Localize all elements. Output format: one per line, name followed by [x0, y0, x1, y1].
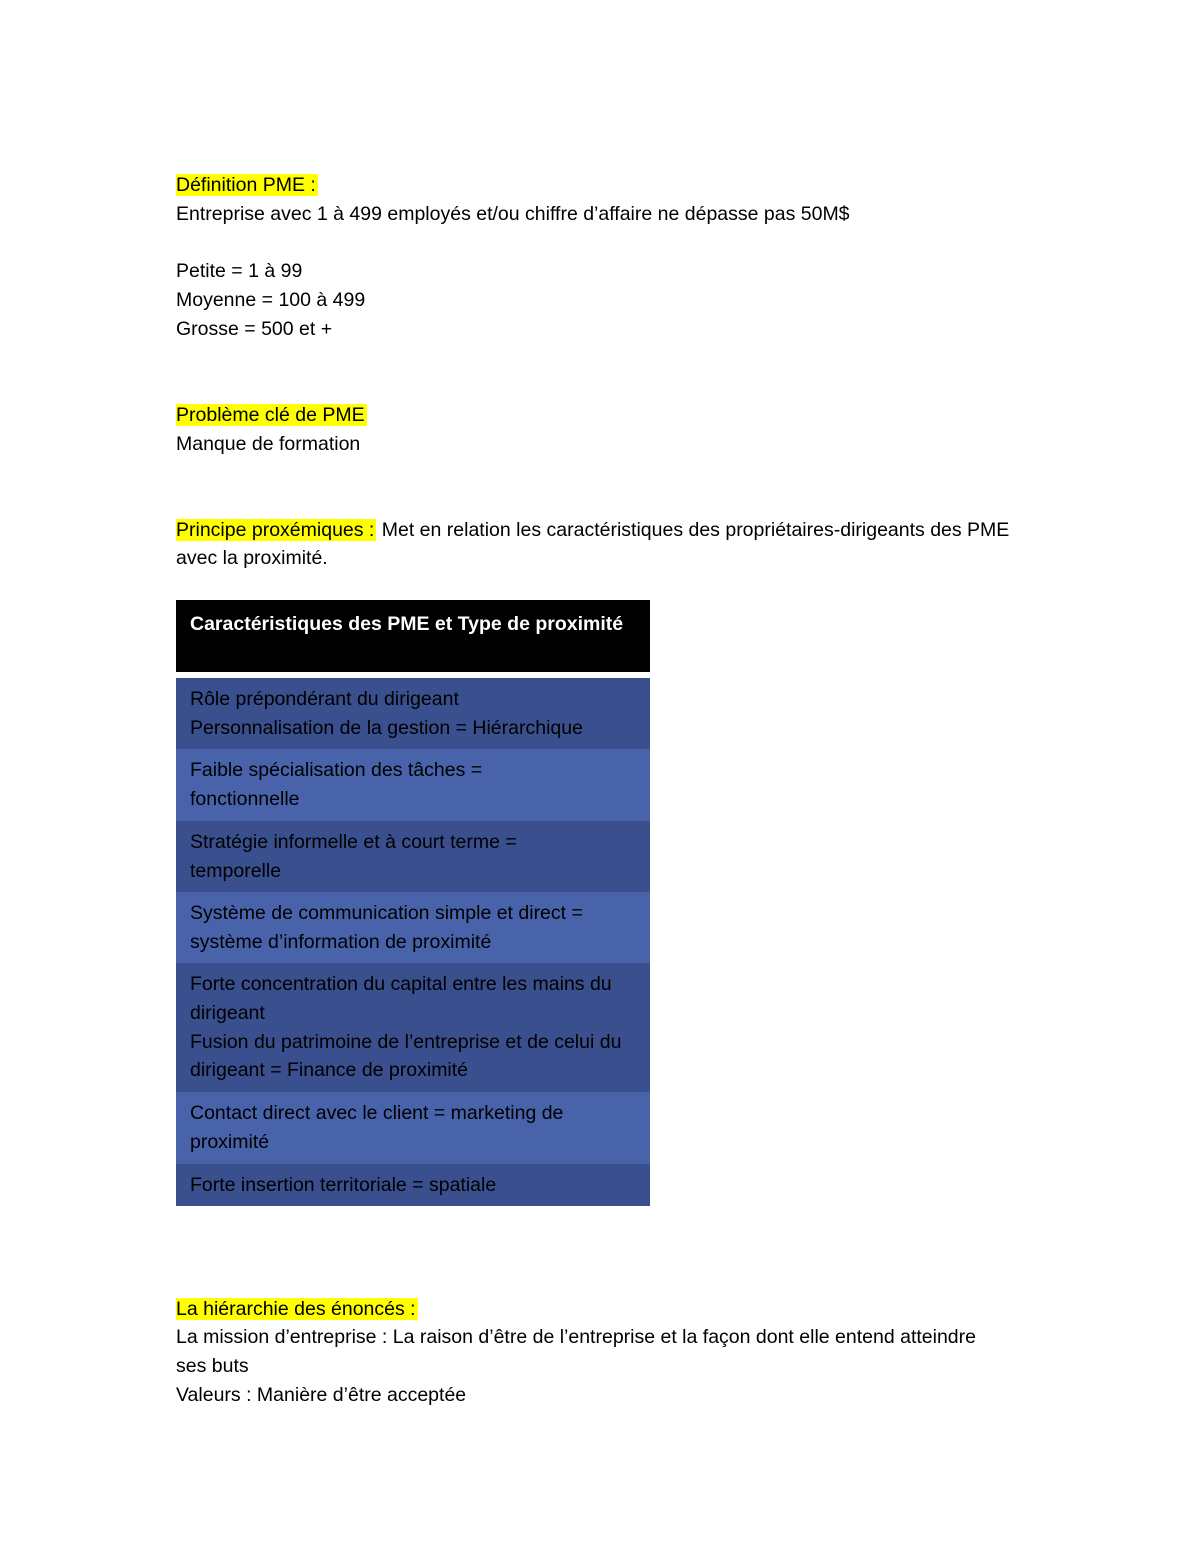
heading-hierarchie-enonces [176, 1266, 1036, 1323]
highlighted-heading: La hiérarchie des énoncés : [176, 1297, 416, 1320]
table-cell: Faible spécialisation des tâches = fonctionnelle [190, 759, 483, 810]
heading-definition-pme [176, 142, 1036, 199]
principe-proxemiques-paragraph [176, 487, 1026, 573]
table-cell: Contact direct avec le client = marketing de proximité [190, 1102, 564, 1153]
valeurs-text: Valeurs : Manière d’être acceptée [176, 1384, 467, 1406]
table-row [176, 1092, 650, 1164]
highlighted-heading: Principe proxémiques : [176, 518, 375, 541]
size-petite: Petite = 1 à 99 [176, 260, 303, 282]
table-row [176, 821, 650, 892]
pme-definition-text: Entreprise avec 1 à 499 employés et/ou chiffre d’affaire ne dépasse pas 50M$ [176, 203, 850, 225]
table-row [176, 678, 650, 749]
table-cell: Système de communication simple et direct = système d’information de proximité [190, 901, 583, 953]
size-moyenne: Moyenne = 100 à 499 [176, 289, 366, 311]
table-row [176, 963, 650, 1092]
probleme-text: Manque de formation [176, 433, 361, 455]
table-row [176, 1164, 650, 1206]
table-cell: Stratégie informelle et à court terme = temporelle [190, 830, 517, 882]
table-row [176, 892, 650, 963]
table-cell: Forte insertion territoriale = spatiale [190, 1173, 497, 1196]
principe-text: Met en relation les caractéristiques des propriétaires-dirigeants des PME avec la proximité. [176, 518, 1010, 570]
size-grosse: Grosse = 500 et + [176, 318, 333, 340]
pme-characteristics-table [176, 600, 650, 1206]
table-cell: Rôle prépondérant du dirigeant Personnalisation de la gestion = Hiérarchique [190, 687, 583, 739]
table-cell: Forte concentration du capital entre les mains du dirigeant Fusion du patrimoine de l’entreprise et de celui du dirigeant = Finance de proximité [190, 973, 622, 1082]
heading-probleme-cle [176, 372, 1036, 429]
table-row [176, 749, 650, 821]
table-header: Caractéristiques des PME et Type de proximité [176, 600, 650, 672]
mission-text: La mission d’entreprise : La raison d’être de l’entreprise et la façon dont elle entend atteindre ses buts [176, 1326, 976, 1377]
highlighted-heading: Problème clé de PME [176, 403, 365, 426]
highlighted-heading: Définition PME : [176, 173, 316, 196]
